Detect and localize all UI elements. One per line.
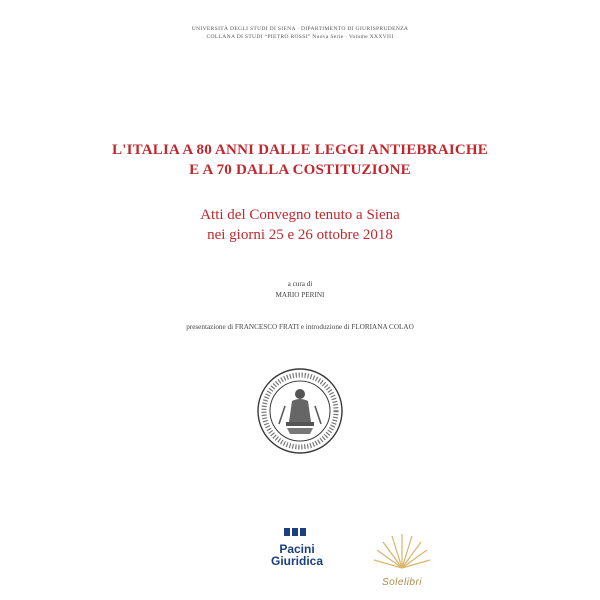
university-header-line-1: UNIVERSITÀ DEGLI STUDI DI SIENA · DIPARTIMENTO DI GIURISPRUDENZA xyxy=(191,26,409,32)
pacini-label: Pacini xyxy=(279,542,315,556)
editor-name: MARIO PERINI xyxy=(275,291,325,299)
pacini-giuridica-logo xyxy=(262,525,332,575)
subtitle-line-1: Atti del Convegno tenuto a Siena xyxy=(200,207,400,223)
subtitle-line-2: nei giorni 25 e 26 ottobre 2018 xyxy=(207,227,393,243)
giuridica-label: Giuridica xyxy=(270,554,323,568)
solelibri-label: Solelibri xyxy=(381,577,423,588)
sun-rays-icon xyxy=(370,528,434,572)
solelibri-logo xyxy=(370,528,434,588)
series-header-line-2: COLLANA DI STUDI “PIETRO ROSSI” Nuova Serie · Volume XXXVIII xyxy=(206,34,394,40)
pacini-mark-icon xyxy=(262,526,332,538)
presentation-line: presentazione di FRANCESCO FRATI e introduzione di FLORIANA COLAO xyxy=(186,323,414,331)
editor-label: a cura di xyxy=(287,280,313,288)
book-title-line-1: L'ITALIA A 80 ANNI DALLE LEGGI ANTIEBRAICHE xyxy=(112,142,488,158)
book-cover xyxy=(150,0,450,600)
book-title-line-2: E A 70 DALLA COSTITUZIONE xyxy=(189,162,411,178)
university-seal-icon xyxy=(255,366,345,456)
